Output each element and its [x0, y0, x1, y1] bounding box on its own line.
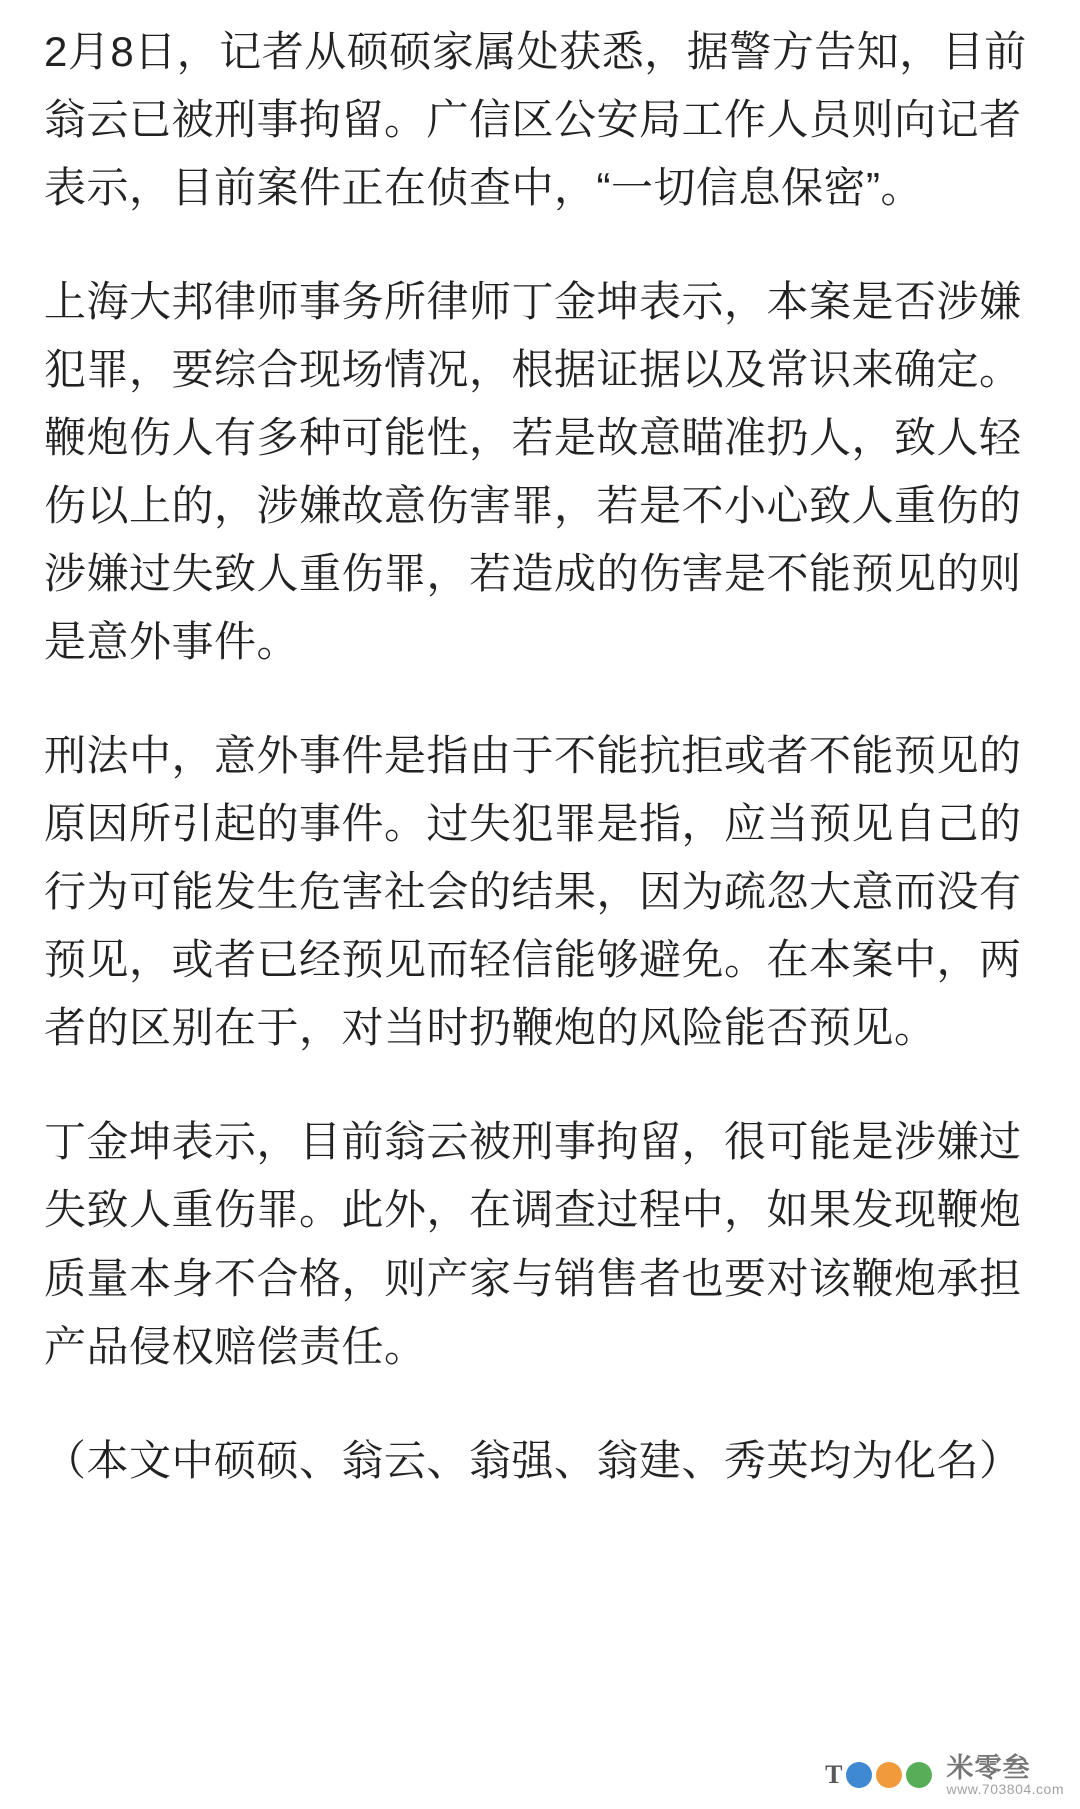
logo-dot-blue-icon [846, 1762, 872, 1788]
paragraph-3: 刑法中，意外事件是指由于不能抗拒或者不能预见的原因所引起的事件。过失犯罪是指，应当预见自己的行为可能发生危害社会的结果，因为疏忽大意而没有预见，或者已经预见而轻信能够避免。在本案中，两者的区别在于，对当时扔鞭炮的风险能否预见。 [44, 732, 1022, 1052]
watermark-logo [819, 1760, 938, 1790]
paragraph-2: 上海大邦律师事务所律师丁金坤表示，本案是否涉嫌犯罪，要综合现场情况，根据证据以及常识来确定。鞭炮伤人有多种可能性，若是故意瞄准扔人，致人轻伤以上的，涉嫌故意伤害罪，若是不小心致人重伤的涉嫌过失致人重伤罪，若造成的伤害是不能预见的则是意外事件。 [44, 278, 1022, 666]
logo-dot-orange-icon [876, 1762, 902, 1788]
watermark-logo-letter: T [825, 1760, 843, 1790]
watermark [819, 1754, 1064, 1797]
watermark-site-url: www.703804.com [946, 1781, 1064, 1798]
paragraph-1: 2月8日，记者从硕硕家属处获悉，据警方告知，目前翁云已被刑事拘留。广信区公安局工作人员则向记者表示，目前案件正在侦查中，“一切信息保密”。 [44, 28, 1027, 212]
watermark-site-name: 米零叁 [946, 1752, 1031, 1783]
watermark-text [946, 1754, 1064, 1797]
paragraph-4: 丁金坤表示，目前翁云被刑事拘留，很可能是涉嫌过失致人重伤罪。此外，在调查过程中，如果发现鞭炮质量本身不合格，则产家与销售者也要对该鞭炮承担产品侵权赔偿责任。 [44, 1118, 1022, 1370]
paragraph-5-disclaimer: （本文中硕硕、翁云、翁强、翁建、秀英均为化名） [44, 1436, 1022, 1484]
logo-dot-green-icon [906, 1762, 932, 1788]
